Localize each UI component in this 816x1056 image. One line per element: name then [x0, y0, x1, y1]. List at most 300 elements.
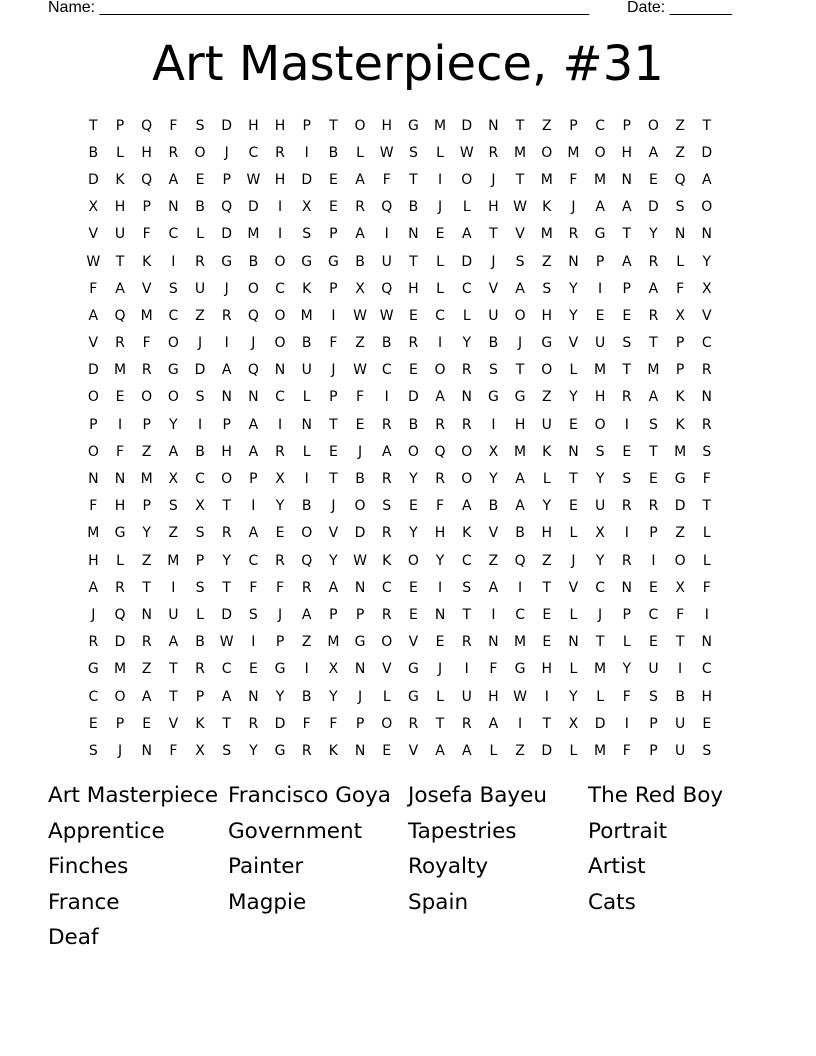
grid-letter[interactable]: U	[488, 307, 499, 324]
grid-letter[interactable]: B	[408, 199, 419, 216]
grid-letter[interactable]: O	[514, 307, 526, 324]
grid-letter[interactable]: E	[622, 443, 632, 460]
grid-letter[interactable]: I	[117, 416, 123, 433]
grid-letter[interactable]: O	[594, 416, 606, 433]
grid-letter[interactable]: J	[518, 335, 523, 352]
grid-letter[interactable]: S	[195, 117, 205, 134]
grid-letter[interactable]: L	[676, 253, 685, 270]
grid-letter[interactable]: L	[436, 144, 444, 161]
grid-letter[interactable]: S	[462, 579, 472, 596]
grid-letter[interactable]: A	[515, 498, 525, 515]
grid-letter[interactable]: R	[648, 498, 659, 515]
grid-letter[interactable]: T	[329, 471, 338, 488]
grid-letter[interactable]: V	[488, 280, 499, 297]
grid-letter[interactable]: C	[168, 226, 179, 243]
grid-letter[interactable]: U	[301, 362, 312, 379]
grid-letter[interactable]: R	[435, 416, 445, 433]
grid-letter[interactable]: A	[168, 634, 179, 651]
grid-letter[interactable]: R	[115, 579, 125, 596]
grid-letter[interactable]: S	[382, 498, 392, 515]
grid-letter[interactable]: X	[168, 471, 179, 488]
grid-letter[interactable]: X	[195, 498, 205, 515]
grid-letter[interactable]: R	[195, 661, 205, 678]
grid-letter[interactable]: I	[251, 634, 256, 651]
grid-letter[interactable]: P	[329, 280, 338, 297]
grid-letter[interactable]: G	[674, 471, 686, 488]
grid-letter[interactable]: I	[277, 416, 283, 433]
grid-letter[interactable]: B	[88, 144, 99, 161]
grid-letter[interactable]: X	[488, 443, 499, 460]
grid-letter[interactable]: Z	[141, 661, 152, 678]
grid-letter[interactable]: N	[274, 362, 286, 379]
grid-letter[interactable]: Z	[168, 525, 179, 542]
grid-letter[interactable]: J	[277, 606, 283, 623]
grid-letter[interactable]: Z	[541, 117, 552, 134]
grid-letter[interactable]: Y	[222, 552, 231, 569]
grid-letter[interactable]: H	[621, 144, 633, 161]
grid-letter[interactable]: B	[195, 634, 205, 651]
grid-letter[interactable]: Q	[114, 606, 126, 623]
grid-letter[interactable]: W	[86, 253, 101, 270]
grid-letter[interactable]: H	[488, 688, 499, 705]
grid-letter[interactable]: G	[327, 253, 339, 270]
grid-letter[interactable]: Q	[221, 199, 233, 216]
grid-letter[interactable]: H	[408, 280, 419, 297]
grid-letter[interactable]: Z	[195, 307, 205, 324]
grid-letter[interactable]: J	[91, 606, 96, 623]
grid-letter[interactable]: K	[675, 416, 685, 433]
grid-letter[interactable]: Z	[675, 117, 685, 134]
grid-letter[interactable]: T	[675, 634, 685, 651]
grid-letter[interactable]: D	[274, 715, 286, 732]
grid-letter[interactable]: U	[168, 606, 179, 623]
grid-letter[interactable]: I	[624, 715, 629, 732]
grid-letter[interactable]: C	[461, 280, 472, 297]
grid-letter[interactable]: P	[355, 715, 365, 732]
grid-letter[interactable]: U	[594, 335, 606, 352]
grid-letter[interactable]: T	[515, 362, 525, 379]
grid-letter[interactable]: X	[675, 579, 685, 596]
grid-letter[interactable]: X	[328, 661, 339, 678]
grid-letter[interactable]: A	[355, 226, 365, 243]
grid-letter[interactable]: I	[624, 416, 629, 433]
grid-letter[interactable]: C	[701, 661, 712, 678]
grid-letter[interactable]: J	[357, 443, 363, 460]
grid-letter[interactable]: F	[436, 498, 445, 515]
grid-letter[interactable]: P	[329, 226, 338, 243]
grid-letter[interactable]: E	[328, 199, 338, 216]
grid-letter[interactable]: E	[328, 171, 338, 188]
grid-letter[interactable]: I	[304, 661, 309, 678]
grid-letter[interactable]: L	[436, 280, 444, 297]
grid-letter[interactable]: E	[382, 742, 392, 759]
grid-letter[interactable]: P	[89, 416, 98, 433]
grid-letter[interactable]: I	[331, 307, 336, 324]
grid-letter[interactable]: E	[408, 579, 418, 596]
grid-letter[interactable]: L	[569, 362, 578, 379]
grid-letter[interactable]: N	[568, 443, 579, 460]
grid-letter[interactable]: N	[354, 661, 366, 678]
grid-letter[interactable]: Y	[542, 498, 552, 515]
grid-letter[interactable]: T	[515, 171, 525, 188]
grid-letter[interactable]: T	[489, 226, 498, 243]
grid-letter[interactable]: A	[221, 688, 232, 705]
grid-letter[interactable]: C	[195, 471, 205, 488]
grid-letter[interactable]: A	[88, 579, 99, 596]
grid-letter[interactable]: H	[248, 117, 259, 134]
grid-letter[interactable]: O	[167, 335, 179, 352]
grid-letter[interactable]: R	[701, 362, 712, 379]
grid-letter[interactable]: F	[489, 661, 498, 678]
grid-letter[interactable]: U	[194, 280, 206, 297]
grid-letter[interactable]: F	[676, 606, 685, 623]
grid-letter[interactable]: Q	[514, 552, 526, 569]
grid-letter[interactable]: G	[594, 226, 606, 243]
grid-letter[interactable]: O	[167, 389, 179, 406]
grid-letter[interactable]: P	[355, 606, 365, 623]
grid-letter[interactable]: L	[569, 742, 578, 759]
grid-letter[interactable]: I	[438, 579, 443, 596]
grid-letter[interactable]: K	[115, 171, 125, 188]
grid-letter[interactable]: V	[141, 280, 152, 297]
grid-letter[interactable]: H	[434, 525, 446, 542]
grid-letter[interactable]: J	[197, 335, 203, 352]
grid-letter[interactable]: F	[142, 335, 151, 352]
grid-letter[interactable]: I	[171, 253, 176, 270]
grid-letter[interactable]: M	[540, 226, 553, 243]
grid-letter[interactable]: G	[221, 253, 233, 270]
grid-letter[interactable]: T	[222, 579, 231, 596]
grid-letter[interactable]: J	[224, 280, 229, 297]
grid-letter[interactable]: H	[541, 307, 553, 324]
grid-letter[interactable]: T	[702, 117, 712, 134]
grid-letter[interactable]: O	[221, 471, 233, 488]
grid-letter[interactable]: O	[114, 688, 126, 705]
grid-letter[interactable]: W	[246, 171, 261, 188]
grid-letter[interactable]: T	[115, 253, 125, 270]
grid-letter[interactable]: B	[355, 253, 365, 270]
grid-letter[interactable]: D	[354, 525, 366, 542]
grid-letter[interactable]: B	[195, 443, 205, 460]
grid-letter[interactable]: N	[621, 579, 633, 596]
grid-letter[interactable]: P	[222, 416, 231, 433]
grid-letter[interactable]: F	[622, 688, 631, 705]
grid-letter[interactable]: A	[328, 579, 339, 596]
grid-letter[interactable]: P	[329, 606, 338, 623]
grid-letter[interactable]: M	[594, 171, 607, 188]
grid-letter[interactable]: P	[675, 335, 685, 352]
grid-letter[interactable]: X	[595, 525, 605, 542]
grid-letter[interactable]: C	[168, 307, 179, 324]
grid-letter[interactable]: M	[327, 634, 340, 651]
grid-letter[interactable]: L	[302, 443, 311, 460]
grid-letter[interactable]: L	[569, 525, 578, 542]
grid-letter[interactable]: Q	[114, 307, 126, 324]
grid-letter[interactable]: O	[647, 117, 659, 134]
grid-letter[interactable]: V	[515, 226, 525, 243]
grid-letter[interactable]: W	[379, 144, 394, 161]
grid-letter[interactable]: M	[674, 443, 687, 460]
grid-letter[interactable]: E	[542, 606, 552, 623]
grid-letter[interactable]: L	[569, 661, 578, 678]
grid-letter[interactable]: A	[488, 715, 499, 732]
grid-letter[interactable]: D	[247, 199, 259, 216]
grid-letter[interactable]: Z	[355, 335, 365, 352]
grid-letter[interactable]: O	[381, 715, 393, 732]
grid-letter[interactable]: Y	[622, 661, 632, 678]
grid-letter[interactable]: I	[598, 280, 603, 297]
grid-letter[interactable]: E	[408, 362, 418, 379]
grid-letter[interactable]: N	[434, 606, 446, 623]
grid-letter[interactable]: E	[542, 634, 552, 651]
grid-letter[interactable]: B	[328, 144, 339, 161]
grid-letter[interactable]: A	[381, 443, 392, 460]
grid-letter[interactable]: C	[248, 144, 259, 161]
grid-letter[interactable]: A	[648, 389, 659, 406]
grid-letter[interactable]: I	[678, 661, 683, 678]
grid-letter[interactable]: F	[569, 171, 578, 188]
grid-letter[interactable]: I	[544, 688, 549, 705]
grid-letter[interactable]: P	[115, 715, 125, 732]
grid-letter[interactable]: L	[116, 552, 124, 569]
grid-letter[interactable]: A	[595, 199, 605, 216]
grid-letter[interactable]: O	[87, 443, 99, 460]
grid-letter[interactable]: H	[541, 525, 553, 542]
grid-letter[interactable]: U	[674, 742, 686, 759]
grid-letter[interactable]: C	[701, 335, 712, 352]
grid-letter[interactable]: P	[569, 117, 578, 134]
grid-letter[interactable]: O	[354, 117, 366, 134]
grid-letter[interactable]: I	[518, 715, 523, 732]
grid-letter[interactable]: P	[329, 389, 338, 406]
grid-letter[interactable]: O	[87, 389, 99, 406]
grid-letter[interactable]: H	[274, 171, 286, 188]
grid-letter[interactable]: N	[248, 688, 259, 705]
grid-letter[interactable]: M	[113, 362, 127, 379]
grid-letter[interactable]: M	[167, 552, 180, 569]
grid-letter[interactable]: I	[277, 199, 283, 216]
grid-letter[interactable]: R	[301, 579, 312, 596]
grid-letter[interactable]: G	[301, 253, 313, 270]
grid-letter[interactable]: P	[302, 117, 311, 134]
grid-letter[interactable]: A	[141, 688, 152, 705]
grid-letter[interactable]: Q	[247, 307, 259, 324]
grid-letter[interactable]: A	[435, 389, 445, 406]
grid-letter[interactable]: E	[408, 498, 418, 515]
grid-letter[interactable]: T	[169, 661, 178, 678]
grid-letter[interactable]: Y	[595, 552, 605, 569]
grid-letter[interactable]: A	[621, 199, 632, 216]
grid-letter[interactable]: B	[248, 253, 259, 270]
grid-letter[interactable]: P	[249, 471, 258, 488]
grid-letter[interactable]: A	[301, 606, 312, 623]
grid-letter[interactable]: G	[487, 389, 499, 406]
grid-letter[interactable]: M	[647, 362, 660, 379]
grid-letter[interactable]: T	[622, 226, 632, 243]
grid-letter[interactable]: M	[140, 307, 153, 324]
grid-letter[interactable]: D	[114, 634, 126, 651]
grid-letter[interactable]: W	[513, 199, 527, 216]
grid-letter[interactable]: C	[88, 688, 99, 705]
grid-letter[interactable]: G	[407, 688, 419, 705]
grid-letter[interactable]: J	[251, 335, 256, 352]
grid-letter[interactable]: P	[622, 117, 631, 134]
grid-letter[interactable]: T	[409, 171, 418, 188]
grid-letter[interactable]: G	[354, 634, 366, 651]
grid-letter[interactable]: O	[594, 144, 606, 161]
grid-letter[interactable]: S	[702, 742, 712, 759]
grid-letter[interactable]: S	[408, 144, 418, 161]
grid-letter[interactable]: T	[702, 498, 712, 515]
grid-letter[interactable]: F	[169, 742, 178, 759]
grid-letter[interactable]: S	[542, 280, 552, 297]
grid-letter[interactable]: P	[675, 362, 685, 379]
grid-letter[interactable]: B	[355, 471, 365, 488]
grid-letter[interactable]: H	[594, 389, 606, 406]
grid-letter[interactable]: J	[117, 742, 123, 759]
grid-letter[interactable]: T	[329, 117, 338, 134]
grid-letter[interactable]: Y	[435, 552, 445, 569]
grid-letter[interactable]: P	[649, 715, 658, 732]
grid-letter[interactable]: M	[300, 307, 313, 324]
grid-letter[interactable]: I	[438, 171, 443, 188]
grid-letter[interactable]: N	[114, 471, 126, 488]
grid-letter[interactable]: T	[142, 579, 151, 596]
grid-letter[interactable]: R	[648, 307, 659, 324]
grid-letter[interactable]: R	[381, 416, 392, 433]
grid-letter[interactable]: V	[381, 661, 392, 678]
grid-letter[interactable]: T	[462, 606, 472, 623]
grid-letter[interactable]: D	[87, 362, 99, 379]
grid-letter[interactable]: I	[464, 661, 469, 678]
grid-letter[interactable]: I	[197, 416, 203, 433]
grid-letter[interactable]: U	[541, 416, 552, 433]
grid-letter[interactable]: P	[649, 525, 658, 542]
grid-letter[interactable]: I	[304, 144, 309, 161]
grid-letter[interactable]: R	[88, 634, 99, 651]
grid-letter[interactable]: M	[113, 661, 127, 678]
date-field[interactable]: Date: _______	[627, 0, 732, 16]
grid-letter[interactable]: B	[515, 525, 525, 542]
grid-letter[interactable]: W	[459, 144, 474, 161]
grid-letter[interactable]: K	[542, 443, 552, 460]
grid-letter[interactable]: A	[435, 742, 445, 759]
grid-letter[interactable]: S	[195, 579, 205, 596]
grid-letter[interactable]: E	[702, 715, 712, 732]
grid-letter[interactable]: N	[568, 634, 579, 651]
grid-letter[interactable]: R	[435, 471, 445, 488]
grid-letter[interactable]: U	[381, 253, 392, 270]
grid-letter[interactable]: D	[541, 742, 553, 759]
grid-letter[interactable]: Z	[301, 634, 312, 651]
grid-letter[interactable]: K	[195, 715, 205, 732]
grid-letter[interactable]: W	[353, 307, 367, 324]
grid-letter[interactable]: C	[381, 362, 392, 379]
grid-letter[interactable]: W	[353, 362, 367, 379]
grid-letter[interactable]: G	[114, 525, 126, 542]
grid-letter[interactable]: J	[331, 362, 336, 379]
grid-letter[interactable]: T	[542, 715, 552, 732]
grid-letter[interactable]: O	[274, 335, 286, 352]
grid-letter[interactable]: Z	[488, 552, 499, 569]
grid-letter[interactable]: Z	[541, 389, 552, 406]
grid-letter[interactable]: J	[331, 498, 336, 515]
grid-letter[interactable]: V	[408, 742, 419, 759]
grid-letter[interactable]: O	[541, 144, 553, 161]
grid-letter[interactable]: Y	[569, 280, 578, 297]
grid-letter[interactable]: F	[115, 443, 125, 460]
grid-letter[interactable]: K	[675, 389, 685, 406]
grid-letter[interactable]: A	[88, 307, 99, 324]
grid-letter[interactable]: Y	[569, 307, 578, 324]
grid-letter[interactable]: B	[675, 688, 685, 705]
grid-letter[interactable]: U	[594, 498, 606, 515]
grid-letter[interactable]: A	[702, 171, 712, 188]
grid-letter[interactable]: T	[622, 362, 632, 379]
grid-letter[interactable]: C	[595, 117, 605, 134]
grid-letter[interactable]: N	[88, 471, 99, 488]
grid-letter[interactable]: O	[354, 498, 366, 515]
grid-letter[interactable]: M	[540, 171, 553, 188]
grid-letter[interactable]: F	[142, 226, 151, 243]
grid-letter[interactable]: Y	[649, 226, 658, 243]
grid-letter[interactable]: R	[381, 471, 392, 488]
grid-letter[interactable]: D	[221, 606, 233, 623]
grid-letter[interactable]: C	[595, 579, 605, 596]
grid-letter[interactable]: A	[648, 144, 659, 161]
grid-letter[interactable]: P	[222, 171, 231, 188]
grid-letter[interactable]: E	[649, 171, 658, 188]
grid-letter[interactable]: V	[488, 525, 499, 542]
grid-letter[interactable]: Z	[141, 443, 152, 460]
grid-letter[interactable]: S	[88, 742, 98, 759]
grid-letter[interactable]: T	[222, 498, 231, 515]
grid-letter[interactable]: K	[382, 552, 392, 569]
grid-letter[interactable]: Y	[595, 471, 605, 488]
grid-letter[interactable]: M	[247, 226, 260, 243]
grid-letter[interactable]: B	[488, 335, 499, 352]
grid-letter[interactable]: N	[354, 742, 366, 759]
grid-letter[interactable]: U	[114, 226, 126, 243]
grid-letter[interactable]: F	[329, 335, 338, 352]
grid-letter[interactable]: U	[648, 661, 659, 678]
grid-letter[interactable]: S	[649, 416, 658, 433]
grid-letter[interactable]: A	[648, 280, 659, 297]
grid-letter[interactable]: Y	[329, 688, 338, 705]
grid-letter[interactable]: R	[488, 144, 499, 161]
grid-letter[interactable]: Q	[434, 443, 446, 460]
grid-letter[interactable]: O	[461, 171, 473, 188]
grid-letter[interactable]: J	[438, 661, 443, 678]
grid-letter[interactable]: S	[195, 389, 205, 406]
grid-letter[interactable]: E	[649, 579, 658, 596]
grid-letter[interactable]: Z	[675, 144, 685, 161]
grid-letter[interactable]: W	[513, 688, 527, 705]
grid-letter[interactable]: S	[302, 226, 312, 243]
grid-letter[interactable]: R	[301, 742, 312, 759]
grid-letter[interactable]: I	[224, 335, 229, 352]
grid-letter[interactable]: T	[542, 579, 552, 596]
grid-letter[interactable]: Z	[675, 525, 685, 542]
grid-letter[interactable]: A	[488, 579, 499, 596]
grid-letter[interactable]: J	[438, 199, 443, 216]
grid-letter[interactable]: F	[702, 471, 711, 488]
grid-letter[interactable]: Z	[541, 552, 552, 569]
grid-letter[interactable]: R	[221, 307, 232, 324]
grid-letter[interactable]: R	[381, 606, 392, 623]
grid-letter[interactable]: E	[622, 307, 632, 324]
grid-letter[interactable]: L	[542, 471, 551, 488]
